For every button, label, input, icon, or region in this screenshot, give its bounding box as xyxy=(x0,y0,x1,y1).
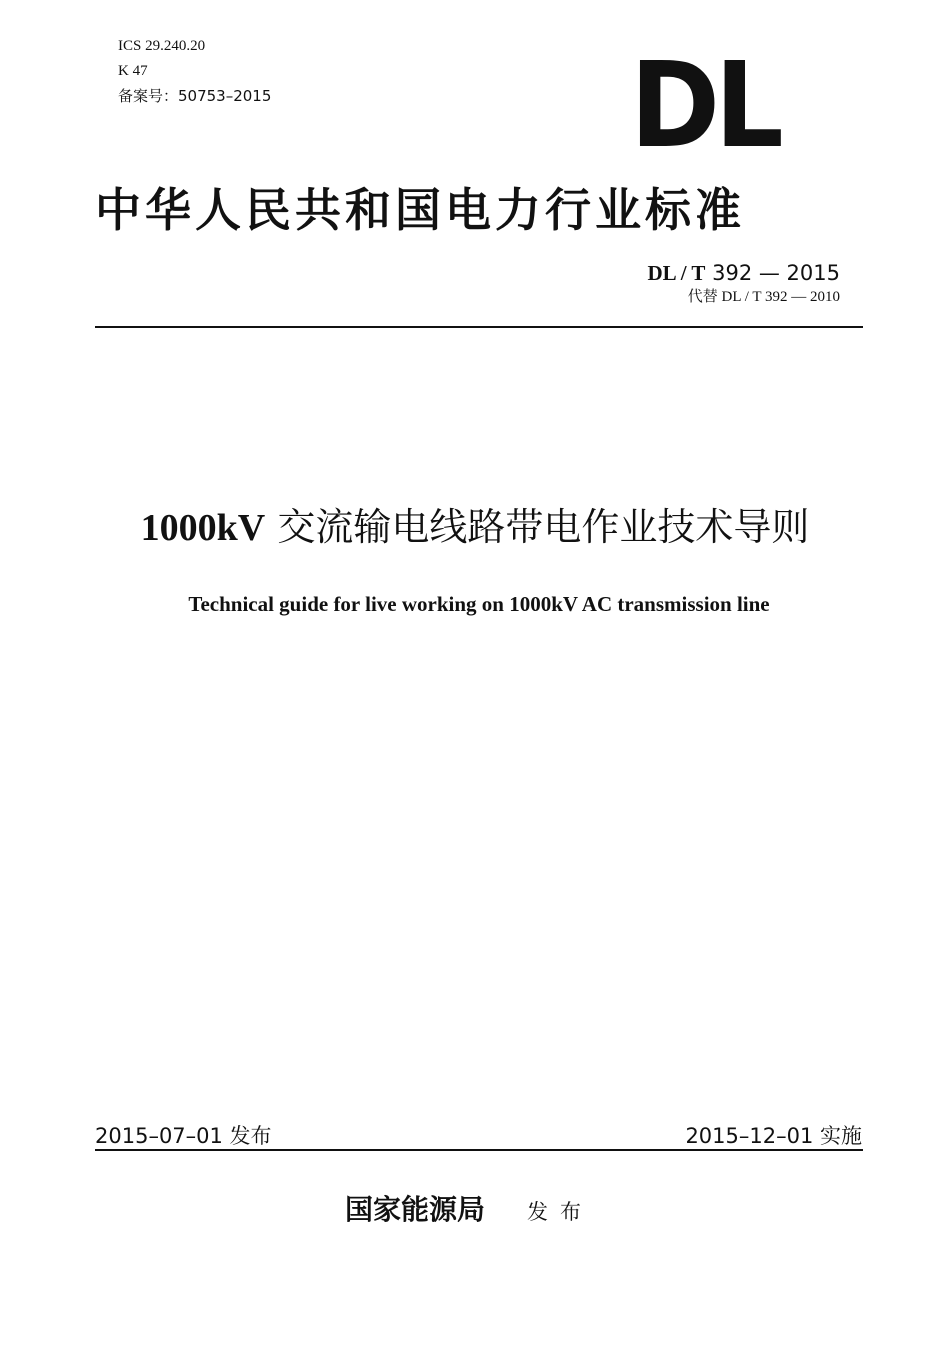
document-title-text: 交流输电线路带电作业技术导则 xyxy=(265,505,810,549)
record-number: 备案号：50753–2015 xyxy=(118,87,272,105)
standard-number-rest: 392 — 2015 xyxy=(705,261,840,285)
effective-date: 2015–12–01 实施 xyxy=(685,1124,862,1148)
publish-action: 发布 xyxy=(527,1200,594,1224)
publisher-name: 国家能源局 xyxy=(345,1193,486,1226)
publisher-line xyxy=(345,1190,593,1232)
issue-date: 2015–07–01 发布 xyxy=(95,1124,272,1148)
standard-number xyxy=(647,260,840,286)
footer-divider xyxy=(95,1149,863,1151)
document-title-voltage: 1000kV xyxy=(140,507,266,549)
classification-code: K 47 xyxy=(118,63,148,79)
document-title xyxy=(0,502,950,553)
standard-number-prefix: DL / T xyxy=(647,261,706,285)
document-subtitle: Technical guide for live working on 1000kV AC transmission line xyxy=(188,592,770,616)
replaces-note: 代替 DL / T 392 — 2010 xyxy=(687,289,840,305)
header-divider xyxy=(95,326,863,328)
dl-logo: DL xyxy=(630,36,779,174)
ics-code: ICS 29.240.20 xyxy=(118,38,206,54)
standard-category-title: 中华人民共和国电力行业标准 xyxy=(95,183,745,237)
